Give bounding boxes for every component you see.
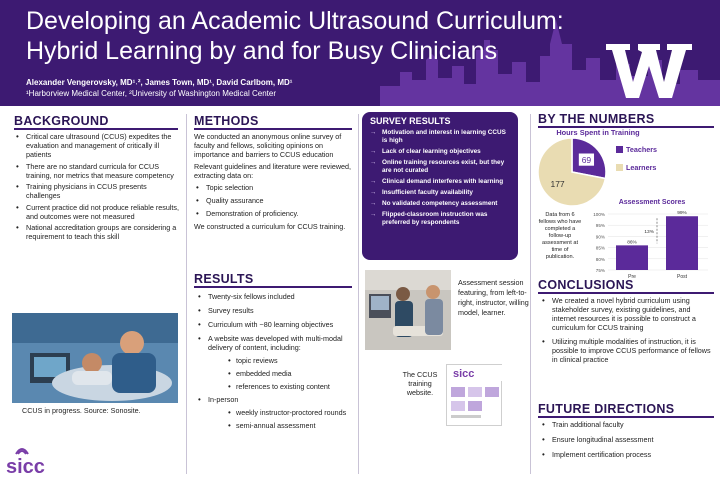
column-divider-1	[186, 114, 187, 474]
list-item: • Training physicians in CCUS presents challenges	[14, 182, 180, 200]
assessment-bar-chart	[582, 208, 716, 282]
bar-post	[666, 216, 698, 270]
y-tick-label: 85%	[595, 245, 605, 251]
methods-heading: METHODS	[194, 114, 352, 130]
results-body	[196, 292, 356, 434]
list-item: • references to existing content	[196, 382, 356, 391]
list-item: • Curriculum with ~80 learning objectives	[196, 320, 356, 329]
list-item: • In-person	[196, 395, 356, 404]
x-tick-label: Post	[676, 274, 688, 280]
column-divider-3	[530, 114, 531, 474]
conclusions-heading: CONCLUSIONS	[538, 278, 714, 294]
results-inperson	[196, 395, 356, 404]
title-line-1: Developing an Academic Ultrasound Curriculum:	[26, 7, 564, 35]
legend-label: Teachers	[626, 145, 658, 154]
list-item: • Survey results	[196, 306, 356, 315]
list-item: • Demonstration of proficiency.	[194, 209, 354, 218]
bar-pre	[616, 245, 648, 270]
sicc-logo-text: sicc	[6, 456, 45, 476]
list-item: → Flipped-classroom instruction was preferred by respondents	[370, 211, 510, 227]
bar-value-label: 86%	[627, 240, 637, 246]
bar-chart-title: Assessment Scores	[618, 199, 686, 206]
ccus-photo-caption: CCUS in progress. Source: Sonosite.	[22, 406, 141, 415]
author-list: Alexander Vengerovsky, MD¹˒², James Town, MD¹, David Carlbom, MD¹	[26, 78, 293, 87]
results-heading: RESULTS	[194, 272, 352, 288]
results-sublist-1	[196, 356, 356, 391]
y-tick-label: 90%	[595, 234, 605, 240]
list-item: • Utilizing multiple modalities of instruction, it is possible to improve CCUS performance of fellows in clinical practice	[540, 337, 714, 364]
website-logo-text: sicc	[453, 368, 475, 380]
list-item: → Online training resources exist, but they are not curated	[370, 159, 510, 175]
list-item: • Quality assurance	[194, 196, 354, 205]
list-item: • weekly instructor-proctored rounds	[196, 408, 356, 417]
legend-label: Learners	[626, 163, 657, 172]
list-item: • Train additional faculty	[540, 420, 714, 429]
list-item: → Insufficient faculty availability	[370, 189, 510, 197]
background-heading: BACKGROUND	[14, 114, 178, 130]
y-tick-label: 100%	[593, 212, 605, 217]
uw-w-logo	[606, 40, 692, 100]
survey-heading: SURVEY RESULTS	[370, 116, 451, 126]
survey-results-box	[362, 112, 518, 260]
poster-title	[26, 6, 564, 66]
future-list	[540, 420, 714, 462]
affiliations: ¹Harborview Medical Center, ²University of Washington Medical Center	[26, 89, 277, 98]
results-list	[196, 292, 356, 352]
difference-label: 13%	[644, 229, 654, 235]
y-tick-label: 80%	[595, 256, 605, 262]
pie-chart-title: Hours Spent in Training	[556, 128, 640, 137]
pie-value-label: 177	[550, 178, 565, 189]
methods-paragraph-2: Relevant guidelines and literature were reviewed, extracting data on:	[194, 162, 352, 180]
list-item: • topic reviews	[196, 356, 356, 365]
methods-body	[194, 132, 354, 234]
by-numbers-heading: BY THE NUMBERS	[538, 112, 714, 128]
legend-swatch	[616, 164, 623, 171]
website-screenshot	[446, 364, 502, 426]
list-item: • semi-annual assessment	[196, 421, 356, 430]
pie-value-label: 69	[581, 155, 592, 166]
y-tick-label: 75%	[595, 268, 605, 273]
y-tick-label: 95%	[595, 223, 605, 229]
list-item: • Ensure longitudinal assessment	[540, 435, 714, 444]
list-item: → Lack of clear learning objectives	[370, 148, 510, 156]
list-item: • Topic selection	[194, 183, 354, 192]
list-item: • Critical care ultrasound (CCUS) expedites the evaluation and management of critically ill patients	[14, 132, 180, 159]
sicc-logo	[4, 440, 60, 476]
x-tick-label: Pre	[628, 274, 636, 280]
list-item: → Clinical demand interferes with learning	[370, 178, 510, 186]
list-item: • Implement certification process	[540, 450, 714, 459]
title-line-2: Hybrid Learning by and for Busy Clinicians	[26, 37, 498, 65]
list-item: → No validated competency assessment	[370, 200, 510, 208]
list-item: • National accreditation groups are considering a requirement to teach this skill	[14, 223, 180, 241]
data-note: Data from 6 fellows who have completed a follow-up assessment at time of publication.	[538, 212, 582, 260]
list-item: • embedded media	[196, 369, 356, 378]
future-heading: FUTURE DIRECTIONS	[538, 402, 714, 418]
assessment-photo	[365, 270, 451, 350]
list-item: • Current practice did not produce reliable results, and outcomes were not measured	[14, 203, 180, 221]
methods-paragraph-3: We constructed a curriculum for CCUS training.	[194, 222, 346, 231]
website-caption: The CCUS training website.	[402, 370, 438, 397]
conclusions-list	[540, 296, 714, 367]
assessment-caption: Assessment session featuring, from left-to-right, instructor, willing model, learner.	[458, 278, 529, 317]
survey-list	[370, 129, 510, 227]
list-item: → Motivation and interest in learning CCUS is high	[370, 129, 510, 145]
list-item: • We created a novel hybrid curriculum using stakeholder survey, existing guidelines, and internet resources it is possible to construct a curriculum for CCUS training	[540, 296, 714, 332]
legend-swatch	[616, 146, 623, 153]
column-divider-2	[358, 114, 359, 474]
methods-paragraph-1: We conducted an anonymous online survey of faculty and fellows, soliciting opinions on importance and barriers to CCUS education	[194, 132, 342, 159]
poster-header	[0, 0, 720, 106]
background-list	[14, 132, 180, 244]
ccus-photo	[12, 313, 178, 403]
list-item: • A website was developed with multi-modal delivery of content, including:	[196, 334, 356, 352]
list-item: • There are no standard curricula for CCUS training, nor metrics that measure competency	[14, 162, 180, 180]
bar-value-label: 99%	[677, 211, 687, 217]
results-sublist-2	[196, 408, 356, 430]
list-item: • Twenty-six fellows included	[196, 292, 356, 301]
hours-pie-chart	[536, 136, 716, 208]
methods-list	[194, 183, 354, 218]
